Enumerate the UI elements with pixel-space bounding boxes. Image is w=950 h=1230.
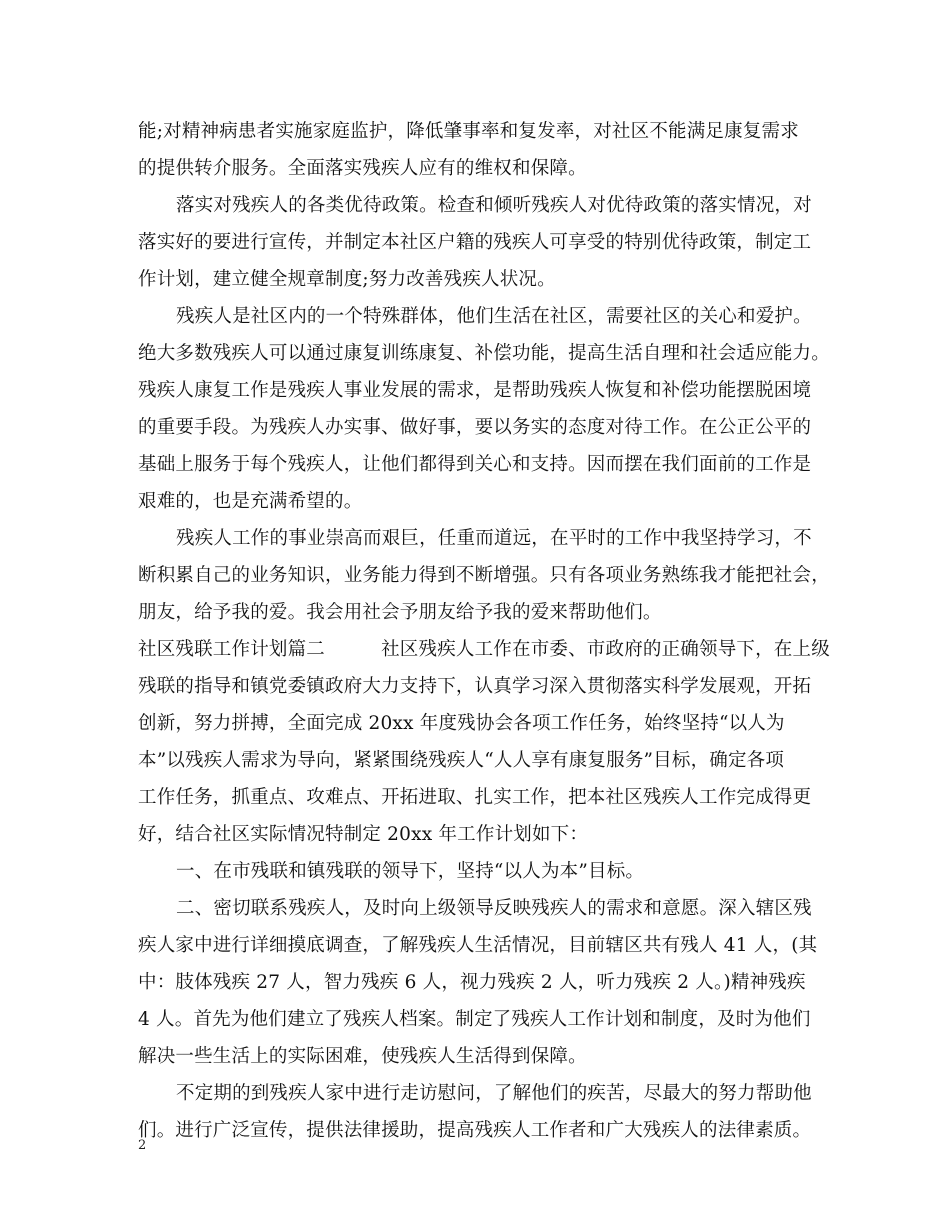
paragraph-start-line: 残疾人工作的事业崇高而艰巨，任重而道远，在平时的工作中我坚持学习，不 [176, 528, 812, 549]
text-line: 们。进行广泛宣传，提供法律援助，提高残疾人工作者和广大残疾人的法律素质。 [138, 1120, 812, 1141]
text-line: 基础上服务于每个残疾人，让他们都得到关心和支持。因而摆在我们面前的工作是 [138, 454, 812, 475]
text-line: 解决一些生活上的实际困难，使残疾人生活得到保障。 [138, 1046, 587, 1067]
text-line: 的重要手段。为残疾人办实事、做好事，要以务实的态度对待工作。在公正公平的 [138, 417, 812, 438]
text-line: 4 人。首先为他们建立了残疾人档案。制定了残疾人工作计划和制度，及时为他们 [138, 1009, 811, 1030]
text-line: 绝大多数残疾人可以通过康复训练康复、补偿功能，提高生活自理和社会适应能力。 [138, 343, 830, 364]
text-line: 断积累自己的业务知识，业务能力得到不断增强。只有各项业务熟练我才能把社会， [138, 565, 830, 586]
text-line: 工作任务，抓重点、攻难点、开拓进取、扎实工作，把本社区残疾人工作完成得更 [138, 787, 812, 808]
text-line: 残疾人康复工作是残疾人事业发展的需求，是帮助残疾人恢复和补偿功能摆脱困境 [138, 380, 812, 401]
text-line: 本”以残疾人需求为导向，紧紧围绕残疾人“人人享有康复服务”目标，确定各项 [138, 750, 785, 771]
paragraph-start-line: 落实对残疾人的各类优待政策。检查和倾听残疾人对优待政策的落实情况，对 [176, 195, 812, 216]
text-line: 残联的指导和镇党委镇政府大力支持下，认真学习深入贯彻落实科学发展观，开拓 [138, 676, 812, 697]
section-heading-line: 社区残联工作计划篇二 社区残疾人工作在市委、市政府的正确领导下，在上级 [138, 639, 830, 660]
paragraph-start-line: 二、密切联系残疾人，及时向上级领导反映残疾人的需求和意愿。深入辖区残 [176, 898, 812, 919]
text-line: 落实好的要进行宣传，并制定本社区户籍的残疾人可享受的特别优待政策，制定工 [138, 232, 812, 253]
text-line: 中：肢体残疾 27 人，智力残疾 6 人，视力残疾 2 人，听力残疾 2 人。)精神残疾 [138, 972, 806, 993]
text-line: 创新，努力拼搏，全面完成 20xx 年度残协会各项工作任务，始终坚持“以人为 [138, 713, 785, 734]
text-line: 作计划，建立健全规章制度;努力改善残疾人状况。 [138, 269, 556, 290]
text-line: 朋友，给予我的爱。我会用社会予朋友给予我的爱来帮助他们。 [138, 602, 662, 623]
paragraph-start-line: 一、在市残联和镇残联的领导下，坚持“以人为本”目标。 [176, 861, 645, 882]
text-line: 的提供转介服务。全面落实残疾人应有的维权和保障。 [138, 158, 587, 179]
paragraph-start-line: 残疾人是社区内的一个特殊群体，他们生活在社区，需要社区的关心和爱护。 [176, 306, 812, 327]
page-number: 2 [138, 1138, 147, 1153]
text-line: 能;对精神病患者实施家庭监护，降低肇事率和复发率，对社区不能满足康复需求 [138, 121, 799, 142]
text-line: 艰难的，也是充满希望的。 [138, 491, 363, 512]
text-line: 疾人家中进行详细摸底调查，了解残疾人生活情况，目前辖区共有残人 41 人，(其 [138, 935, 818, 956]
paragraph-start-line: 不定期的到残疾人家中进行走访慰问，了解他们的疾苦，尽最大的努力帮助他 [176, 1083, 812, 1104]
document-body [138, 113, 828, 1149]
text-line: 好，结合社区实际情况特制定 20xx 年工作计划如下： [138, 824, 589, 845]
